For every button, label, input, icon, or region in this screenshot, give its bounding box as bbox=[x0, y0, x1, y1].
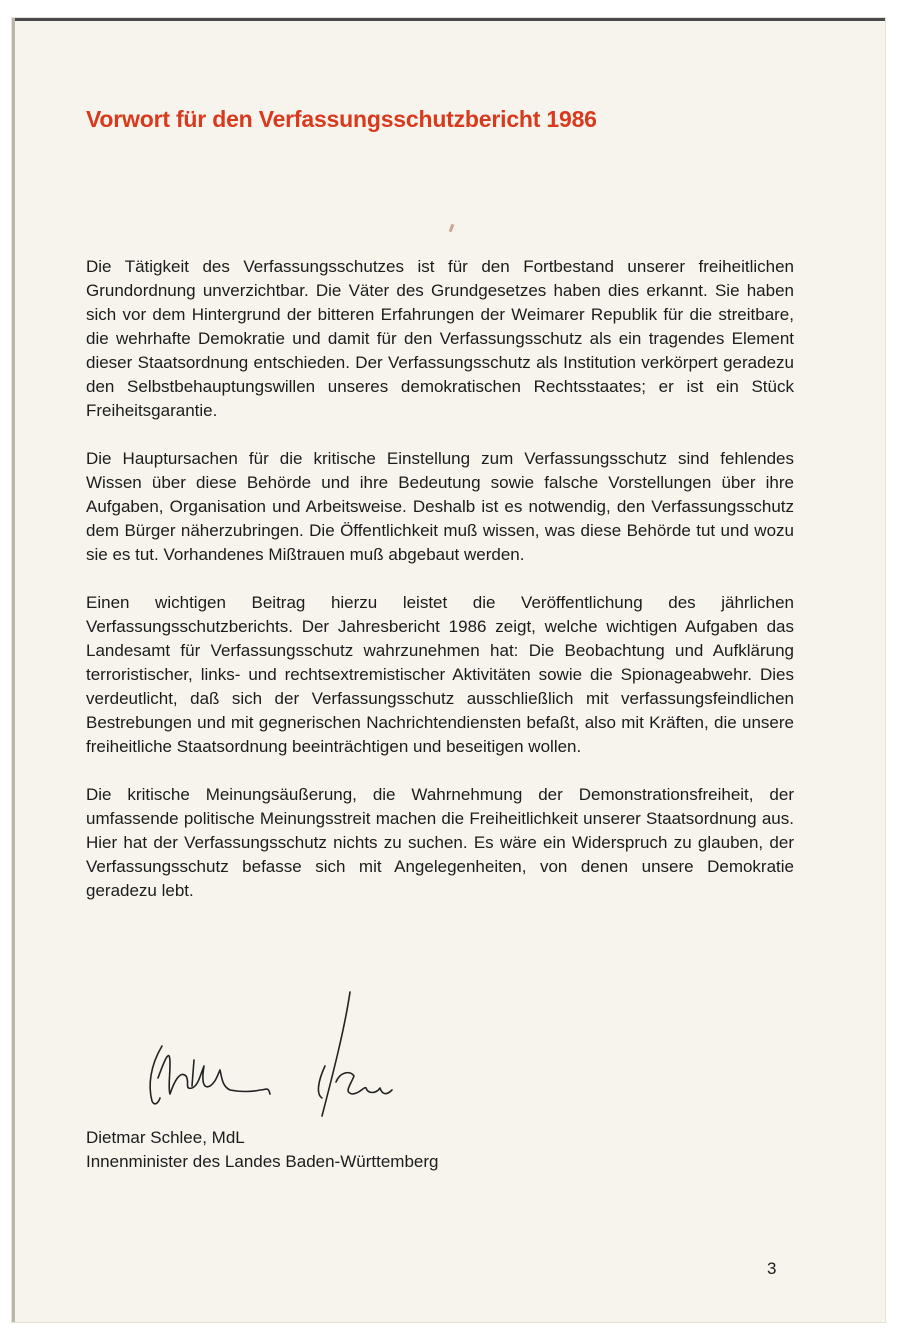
signer-block bbox=[86, 1126, 438, 1174]
page-title: Vorwort für den Verfassungsschutzbericht 1986 bbox=[86, 106, 597, 132]
scan-speck bbox=[449, 224, 455, 233]
signer-position: Innenminister des Landes Baden-Württemberg bbox=[86, 1152, 439, 1171]
paragraph-4: Die kritische Meinungsäußerung, die Wahrnehmung der Demonstrationsfreiheit, der umfassende politische Meinungsstreit machen die Freiheitlichkeit unserer Staatsordnung aus. Hier hat der Verfassungsschutz nichts zu suchen. Es wäre ein Widerspruch zu glauben, der Verfassungsschutz befasse sich mit Angelegenheiten, von denen unsere Demokratie geradezu lebt. bbox=[86, 785, 794, 900]
page-top-edge bbox=[12, 18, 885, 21]
paragraph-2: Die Hauptursachen für die kritische Einstellung zum Verfassungsschutz sind fehlendes Wissen über diese Behörde und ihre Bedeutung sowie falsche Vorstellungen über ihre Aufgaben, Organisation und Arbeitsweise. Deshalb ist es notwendig, den Verfassungsschutz dem Bürger näherzubringen. Die Öffentlichkeit muß wissen, was diese Behörde tut und wozu sie es tut. Vorhandenes Mißtrauen muß abgebaut werden. bbox=[86, 449, 794, 564]
page-left-edge bbox=[12, 18, 15, 1322]
paragraph-1: Die Tätigkeit des Verfassungsschutzes ist für den Fortbestand unserer freiheitlichen Grundordnung unverzichtbar. Die Väter des Grundgesetzes haben dies erkannt. Sie haben sich vor dem Hintergrund der bitteren Erfahrungen der Weimarer Republik für die streitbare, die wehrhafte Demokratie und damit für den Verfassungsschutz als ein tragendes Element dieser Staatsordnung entschieden. Der Verfassungsschutz als Institution verkörpert geradezu den Selbstbehauptungswillen unseres demokratischen Rechtsstaates; er ist ein Stück Freiheitsgarantie. bbox=[86, 257, 794, 420]
body-text bbox=[86, 255, 794, 927]
handwritten-signature bbox=[140, 986, 400, 1136]
page-number: 3 bbox=[767, 1259, 777, 1278]
document-page bbox=[12, 18, 885, 1322]
signer-name: Dietmar Schlee, MdL bbox=[86, 1128, 245, 1147]
paragraph-3: Einen wichtigen Beitrag hierzu leistet die Veröffentlichung des jährlichen Verfassungsschutzberichts. Der Jahresbericht 1986 zeigt, welche wichtigen Aufgaben das Landesamt für Verfassungsschutz wahrzunehmen hat: Die Beobachtung und Aufklärung terroristischer, links- und rechtsextremistischer Aktivitäten sowie die Spionageabwehr. Dies verdeutlicht, daß sich der Verfassungsschutz ausschließlich mit verfassungsfeindlichen Bestrebungen und mit gegnerischen Nachrichtendiensten befaßt, also mit Kräften, die unsere freiheitliche Staatsordnung beeinträchtigen und beseitigen wollen. bbox=[86, 593, 794, 756]
